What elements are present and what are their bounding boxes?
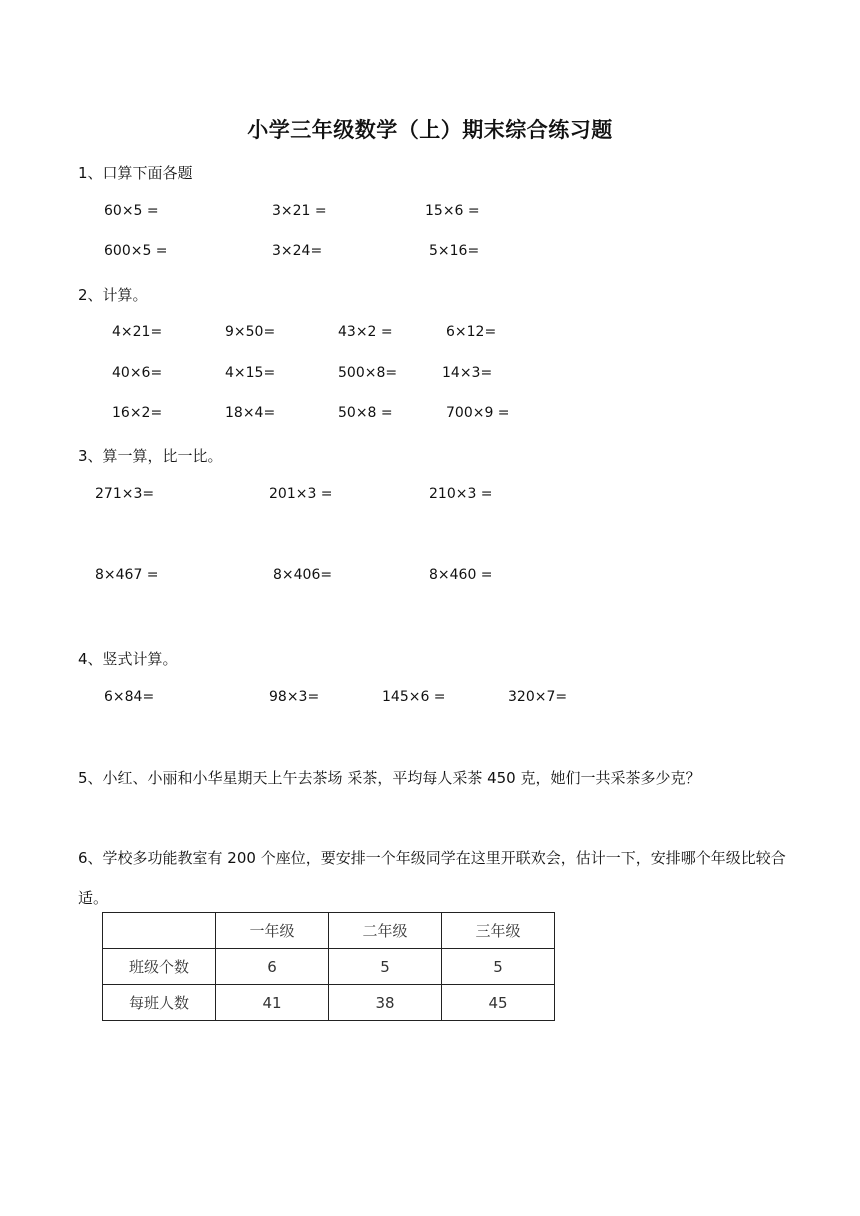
exercise-item: 3×21 = xyxy=(272,203,327,219)
exercise-item: 700×9 = xyxy=(446,405,510,421)
exercise-item: 40×6= xyxy=(112,365,163,381)
grade-class-table xyxy=(102,912,555,1021)
exercise-item: 43×2 = xyxy=(338,324,393,340)
question-5-text: 5、小红、小丽和小华星期天上午去茶场 采茶，平均每人采茶 450 克，她们一共采茶多少克？ xyxy=(78,769,701,787)
exercise-item: 9×50= xyxy=(225,324,276,340)
table-row xyxy=(103,985,555,1021)
table-cell: 45 xyxy=(442,985,555,1021)
exercise-item: 600×5 = xyxy=(104,243,168,259)
exercise-item: 320×7= xyxy=(508,689,568,705)
table-cell: 41 xyxy=(216,985,329,1021)
table-row-label: 每班人数 xyxy=(103,985,216,1021)
question-3-row xyxy=(0,486,860,510)
exercise-item: 3×24= xyxy=(272,243,323,259)
table-cell: 6 xyxy=(216,949,329,985)
exercise-item: 8×467 = xyxy=(95,567,159,583)
table-cell: 5 xyxy=(329,949,442,985)
table-header-cell xyxy=(103,913,216,949)
exercise-item: 4×15= xyxy=(225,365,276,381)
question-1-row xyxy=(0,243,860,267)
question-1-heading: 1、口算下面各题 xyxy=(78,164,193,182)
exercise-item: 98×3= xyxy=(269,689,320,705)
table-row xyxy=(103,949,555,985)
exercise-item: 6×84= xyxy=(104,689,155,705)
exercise-item: 15×6 = xyxy=(425,203,480,219)
question-1-row xyxy=(0,203,860,227)
page-title: 小学三年级数学（上）期末综合练习题 xyxy=(247,118,613,142)
exercise-item: 18×4= xyxy=(225,405,276,421)
exercise-item: 4×21= xyxy=(112,324,163,340)
question-4-heading: 4、竖式计算。 xyxy=(78,650,178,668)
table-header-cell: 二年级 xyxy=(329,913,442,949)
table-header-cell: 一年级 xyxy=(216,913,329,949)
exercise-item: 8×460 = xyxy=(429,567,493,583)
question-3-row xyxy=(0,567,860,591)
table-cell: 5 xyxy=(442,949,555,985)
question-6-text: 6、学校多功能教室有 200 个座位，要安排一个年级同学在这里开联欢会，估计一下，安排哪个年级比较合适。 xyxy=(78,849,786,907)
exercise-item: 210×3 = xyxy=(429,486,493,502)
question-3-heading: 3、算一算，比一比。 xyxy=(78,447,223,465)
exercise-item: 201×3 = xyxy=(269,486,333,502)
question-2-row xyxy=(0,405,860,429)
question-4-row xyxy=(0,689,860,713)
exercise-item: 5×16= xyxy=(429,243,480,259)
exercise-item: 60×5 = xyxy=(104,203,159,219)
question-2-row xyxy=(0,365,860,389)
table-row-label: 班级个数 xyxy=(103,949,216,985)
exercise-item: 271×3= xyxy=(95,486,155,502)
exercise-item: 500×8= xyxy=(338,365,398,381)
table-cell: 38 xyxy=(329,985,442,1021)
exercise-item: 6×12= xyxy=(446,324,497,340)
table-header-row xyxy=(103,913,555,949)
exercise-item: 14×3= xyxy=(442,365,493,381)
table-header-cell: 三年级 xyxy=(442,913,555,949)
question-2-heading: 2、计算。 xyxy=(78,286,148,304)
exercise-item: 8×406= xyxy=(273,567,333,583)
exercise-item: 145×6 = xyxy=(382,689,446,705)
question-2-row xyxy=(0,324,860,348)
exercise-item: 16×2= xyxy=(112,405,163,421)
exercise-item: 50×8 = xyxy=(338,405,393,421)
